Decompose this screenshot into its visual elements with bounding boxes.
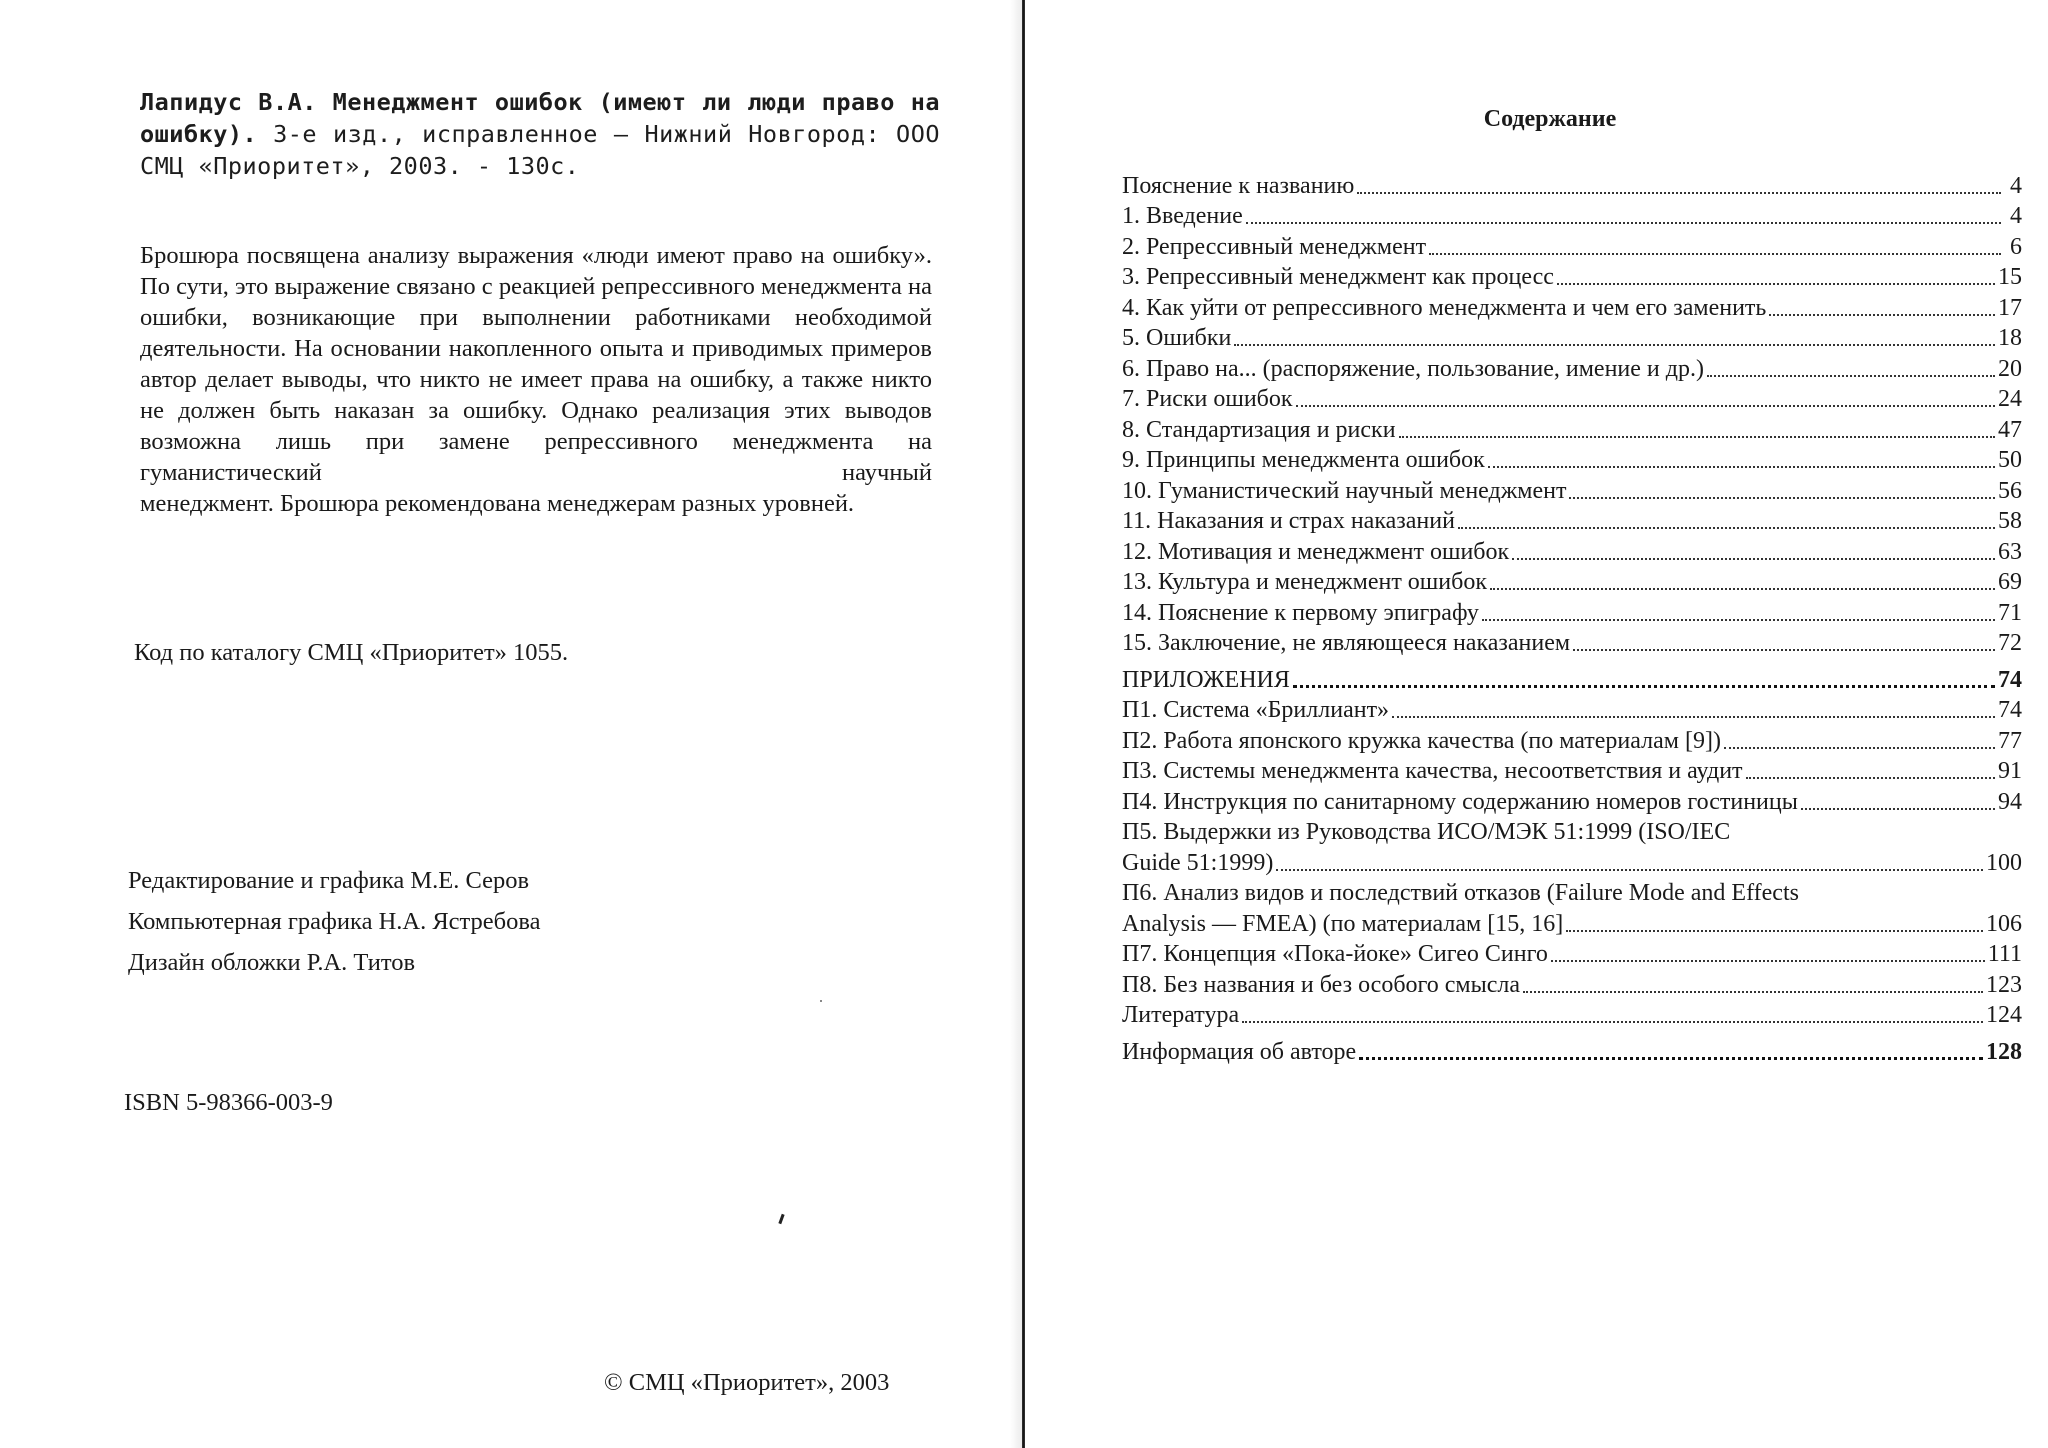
toc-page-number: 91 bbox=[1998, 758, 2022, 784]
credit-cover-design: Дизайн обложки Р.А. Титов bbox=[128, 949, 416, 976]
toc-entry bbox=[1122, 414, 2022, 445]
toc-entry-title: 3. Репрессивный менеджмент как процесс bbox=[1122, 264, 1554, 290]
toc-appendix-p5 bbox=[1122, 847, 2022, 878]
toc-leader-dots bbox=[1566, 930, 1983, 932]
credits bbox=[128, 860, 541, 983]
toc-entry bbox=[1122, 628, 2022, 659]
toc-entry-title: ПРИЛОЖЕНИЯ bbox=[1122, 666, 1290, 693]
toc-entry-title-line: П6. Анализ видов и последствий отказов (Failure Mode and Effects bbox=[1122, 880, 1799, 906]
toc-entry-title: 5. Ошибки bbox=[1122, 325, 1232, 351]
toc-appendix-entry bbox=[1122, 969, 2022, 1000]
catalog-code: Код по каталогу СМЦ «Приоритет» 1055. bbox=[134, 639, 569, 666]
toc-leader-dots bbox=[1359, 1057, 1983, 1060]
toc-entry bbox=[1122, 231, 2022, 262]
toc-appendix-p5-line1 bbox=[1122, 817, 2022, 848]
toc-leader-dots bbox=[1769, 314, 1995, 316]
toc-leader-dots bbox=[1392, 716, 1995, 718]
toc-leader-dots bbox=[1482, 619, 1995, 621]
toc-page-number: 17 bbox=[1998, 294, 2022, 321]
toc-entry-title: П8. Без названия и без особого смысла bbox=[1122, 971, 1521, 998]
toc-entry-title: 15. Заключение, не являющееся наказанием bbox=[1122, 630, 1571, 656]
toc-page-number: 24 bbox=[1998, 386, 2022, 412]
toc-entry bbox=[1122, 597, 2022, 628]
toc-page-number: 69 bbox=[1998, 569, 2022, 595]
toc-entry bbox=[1122, 323, 2022, 354]
toc-entry bbox=[1122, 506, 2022, 537]
toc-leader-dots bbox=[1429, 253, 2001, 255]
toc-entry-title: Пояснение к названию bbox=[1122, 172, 1355, 199]
toc-page-number: 72 bbox=[1998, 630, 2022, 656]
toc-page-number: 4 bbox=[2010, 203, 2022, 229]
toc-appendix-p6 bbox=[1122, 908, 2022, 939]
toc-entry-title: 9. Принципы менеджмента ошибок bbox=[1122, 447, 1485, 473]
toc-page-number: 100 bbox=[1986, 849, 2022, 876]
toc-page-number: 123 bbox=[1986, 971, 2022, 998]
author-title: Лапидус В.А. Менеджмент ошибок (имеют ли люди право на ошибку). bbox=[140, 88, 940, 148]
toc-page-number: 71 bbox=[1998, 599, 2022, 626]
toc-entry bbox=[1122, 292, 2022, 323]
toc-appendix-entry bbox=[1122, 939, 2022, 970]
toc-leader-dots bbox=[1551, 960, 1985, 962]
toc-entry-title: 11. Наказания и страх наказаний bbox=[1122, 508, 1455, 534]
toc-entry bbox=[1122, 567, 2022, 598]
isbn: ISBN 5-98366-003-9 bbox=[124, 1089, 333, 1116]
toc-appendix-entry bbox=[1122, 756, 2022, 787]
ink-mark bbox=[778, 1214, 784, 1224]
toc-entry-title: П4. Инструкция по санитарному содержанию номеров гостиницы bbox=[1122, 788, 1798, 815]
toc-page-number: 50 bbox=[1998, 447, 2022, 473]
toc-entry-title: 1. Введение bbox=[1122, 203, 1243, 229]
toc-leader-dots bbox=[1801, 808, 1995, 810]
credit-computer-graphics: Компьютерная графика Н.А. Ястребова bbox=[128, 908, 541, 935]
toc-page-number: 63 bbox=[1998, 538, 2022, 565]
toc-entry-title: 10. Гуманистический научный менеджмент bbox=[1122, 477, 1567, 504]
toc-leader-dots bbox=[1724, 747, 1995, 749]
toc-appendix-header bbox=[1122, 664, 2022, 695]
toc-leader-dots bbox=[1399, 436, 1995, 438]
toc-entry bbox=[1122, 201, 2022, 232]
toc-page-number: 128 bbox=[1986, 1038, 2022, 1065]
toc-entry-title: 2. Репрессивный менеджмент bbox=[1122, 233, 1427, 260]
toc-page-number: 58 bbox=[1998, 508, 2022, 534]
toc-page-number: 106 bbox=[1986, 910, 2022, 937]
toc-entry bbox=[1122, 353, 2022, 384]
toc-leader-dots bbox=[1293, 685, 1995, 688]
toc-entry-title: 4. Как уйти от репрессивного менеджмента и чем его заменить bbox=[1122, 294, 1767, 321]
toc-entry-title: 6. Право на... (распоряжение, пользование, имение и др.) bbox=[1122, 355, 1704, 382]
toc-page-number: 15 bbox=[1998, 264, 2022, 290]
toc-appendix-entry bbox=[1122, 725, 2022, 756]
toc-page-number: 20 bbox=[1998, 355, 2022, 382]
toc-entry-title: П7. Концепция «Пока-йоке» Сигео Синго bbox=[1122, 941, 1548, 967]
credit-editing: Редактирование и графика М.Е. Серов bbox=[128, 867, 530, 894]
toc-author-info bbox=[1122, 1036, 2022, 1067]
toc-leader-dots bbox=[1488, 466, 1995, 468]
toc-leader-dots bbox=[1296, 405, 1995, 407]
toc-page-number: 94 bbox=[1998, 788, 2022, 815]
table-of-contents bbox=[1122, 170, 2022, 1067]
toc-entry bbox=[1122, 475, 2022, 506]
toc-title: Содержание bbox=[1483, 106, 1617, 132]
toc-entry-title: Analysis — FMEA) (по материалам [15, 16] bbox=[1122, 910, 1564, 937]
toc-leader-dots bbox=[1490, 588, 1995, 590]
toc-entry-title: Информация об авторе bbox=[1122, 1038, 1357, 1065]
toc-leader-dots bbox=[1234, 344, 1995, 346]
toc-page-number: 74 bbox=[1998, 697, 2022, 723]
toc-entry-title-line: П5. Выдержки из Руководства ИСО/МЭК 51:1999 (ISO/IEC bbox=[1122, 819, 1731, 845]
toc-leader-dots bbox=[1357, 192, 2001, 194]
toc-page-number: 111 bbox=[1987, 941, 2022, 967]
toc-page-number: 56 bbox=[1998, 477, 2022, 504]
left-page bbox=[0, 0, 1020, 1448]
toc-entry-title: Guide 51:1999) bbox=[1122, 849, 1274, 876]
toc-entry bbox=[1122, 262, 2022, 293]
toc-page-number: 77 bbox=[1998, 727, 2022, 754]
copyright: © СМЦ «Приоритет», 2003 bbox=[604, 1369, 890, 1396]
right-page bbox=[1025, 0, 2048, 1448]
toc-entry bbox=[1122, 384, 2022, 415]
scan-speck bbox=[820, 1000, 822, 1002]
toc-page-number: 6 bbox=[2010, 233, 2022, 260]
bibliographic-reference bbox=[140, 86, 940, 182]
toc-leader-dots bbox=[1458, 527, 1995, 529]
toc-leader-dots bbox=[1523, 991, 1983, 993]
toc-entry-title: П3. Системы менеджмента качества, несоответствия и аудит bbox=[1122, 758, 1743, 784]
toc-entry-title: П1. Система «Бриллиант» bbox=[1122, 697, 1390, 723]
toc-leader-dots bbox=[1707, 375, 1995, 377]
toc-leader-dots bbox=[1276, 869, 1983, 871]
toc-entry-title: 13. Культура и менеджмент ошибок bbox=[1122, 569, 1488, 595]
toc-leader-dots bbox=[1512, 558, 1995, 560]
toc-entry-title: 7. Риски ошибок bbox=[1122, 386, 1293, 412]
toc-appendix-entry bbox=[1122, 695, 2022, 726]
toc-leader-dots bbox=[1246, 222, 2001, 224]
toc-page-number: 18 bbox=[1998, 325, 2022, 351]
edition-info: 3-е изд., исправленное — Нижний Новгород: ООО СМЦ «Приоритет», 2003. - 130с. bbox=[140, 120, 940, 180]
abstract-text: Брошюра посвящена анализу выражения «люди имеют право на ошибку». По сути, это выражение связано с реакцией репрессивного менеджмента на ошибки, возникающие при выполнении работниками необходимой деятельности. На основании накопленного опыта и приводимых примеров автор делает выводы, что никто не имеет права на ошибку, а также никто не должен быть наказан за ошибку. Однако реализация этих выводов возможна лишь при замене репрессивного менеджмента на гуманистический научный bbox=[140, 242, 932, 486]
toc-entry bbox=[1122, 536, 2022, 567]
toc-entry-title: 12. Мотивация и менеджмент ошибок bbox=[1122, 538, 1510, 565]
toc-entry-title: 8. Стандартизация и риски bbox=[1122, 416, 1396, 443]
toc-leader-dots bbox=[1573, 649, 1995, 651]
toc-entry-title: П2. Работа японского кружка качества (по материалам [9]) bbox=[1122, 727, 1721, 754]
toc-page-number: 74 bbox=[1998, 666, 2022, 693]
toc-leader-dots bbox=[1557, 283, 1995, 285]
toc-entry-title: 14. Пояснение к первому эпиграфу bbox=[1122, 599, 1479, 626]
toc-entry-title: Литература bbox=[1122, 1002, 1240, 1028]
toc-page-number: 124 bbox=[1986, 1002, 2022, 1028]
toc-leader-dots bbox=[1242, 1021, 1983, 1023]
toc-entry bbox=[1122, 170, 2022, 201]
toc-appendix-entry bbox=[1122, 1000, 2022, 1031]
toc-leader-dots bbox=[1746, 777, 1995, 779]
toc-page-number: 47 bbox=[1998, 416, 2022, 443]
toc-appendix-p6-line1 bbox=[1122, 878, 2022, 909]
toc-leader-dots bbox=[1569, 497, 1995, 499]
toc-appendix-entry bbox=[1122, 786, 2022, 817]
toc-entry bbox=[1122, 445, 2022, 476]
abstract-last-line: менеджмент. Брошюра рекомендована менеджерам разных уровней. bbox=[140, 490, 855, 517]
toc-page-number: 4 bbox=[2010, 172, 2022, 199]
